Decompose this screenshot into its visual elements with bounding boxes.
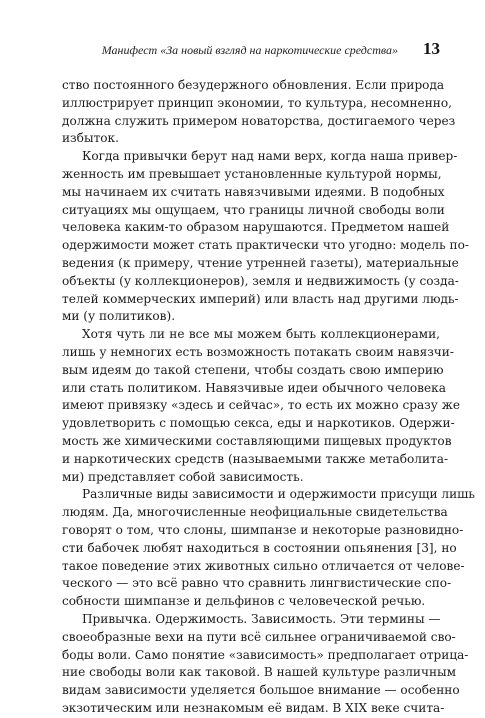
text-line: боды воли. Само понятие «зависимость» предполагает отрица- bbox=[62, 647, 469, 662]
paragraph-4 bbox=[62, 486, 475, 611]
running-title: Манифест «За новый взгляд на наркотические средства» bbox=[101, 43, 398, 57]
text-line: своеобразные вехи на пути всё сильнее ограничиваемой сво- bbox=[62, 629, 456, 644]
text-line: имеют привязку «здесь и сейчас», то есть их можно сразу же bbox=[62, 398, 461, 413]
text-line: экзотическим или незнакомым её видам. В XIX веке счита- bbox=[62, 700, 445, 715]
text-line: удовлетворить с помощью секса, еды и наркотиков. Одержи- bbox=[62, 416, 455, 431]
text-line: ческого — это всё равно что сравнить лингвистические спо- bbox=[62, 576, 452, 591]
text-line: ведения (к примеру, чтение утренней газеты), материальные bbox=[62, 255, 459, 270]
text-line: Различные виды зависимости и одержимости присущи лишь bbox=[82, 487, 475, 502]
text-line: лишь у немногих есть возможность потакать своим навязчи- bbox=[62, 344, 454, 359]
text-line: мы начинаем их считать навязчивыми идеями. В подобных bbox=[62, 184, 445, 199]
text-line: вым идеям до такой степени, чтобы создать свою империю bbox=[62, 362, 444, 377]
text-line: Привычка. Одержимость. Зависимость. Эти термины — bbox=[82, 611, 441, 626]
paragraph-5 bbox=[62, 611, 469, 718]
text-line: видам зависимости уделяется большое внимание — особенно bbox=[62, 683, 460, 698]
text-line: Когда привычки берут над нами верх, когда наша привер- bbox=[82, 149, 458, 164]
text-line: ство постоянного безудержного обновления. Если природа bbox=[62, 78, 445, 92]
text-line: иллюстрирует принцип экономии, то культура, несомненно, bbox=[62, 95, 452, 110]
text-line: ние свободы воли как таковой. В нашей культуре различным bbox=[62, 665, 457, 680]
paragraph-3 bbox=[62, 326, 461, 486]
text-line: сти бабочек любят находиться в состоянии опьянения [3], но bbox=[62, 540, 457, 555]
text-line: мость же химическими составляющими пищевых продуктов bbox=[62, 433, 452, 448]
body-text bbox=[62, 77, 475, 718]
text-line: женность им превышает установленные культурой нормы, bbox=[62, 166, 442, 181]
text-line: избыток. bbox=[62, 131, 119, 146]
text-line: собности шимпанзе и дельфинов с человеческой речью. bbox=[62, 594, 426, 609]
page-number: 13 bbox=[423, 39, 440, 58]
text-line: Хотя чуть ли не все мы можем быть коллекционерами, bbox=[82, 327, 440, 342]
text-line: такое поведение этих животных сильно отличается от челове- bbox=[62, 558, 465, 573]
page-header bbox=[62, 40, 440, 62]
paragraph-2 bbox=[62, 148, 469, 326]
text-line: ми (у политиков). bbox=[62, 309, 176, 324]
text-line: объекты (у коллекционеров), земля и недвижимость (у созда- bbox=[62, 273, 459, 288]
text-line: людям. Да, многочисленные неофициальные свидетельства bbox=[62, 505, 448, 520]
text-line: одержимости может стать практически что угодно: модель по- bbox=[62, 238, 469, 253]
text-line: говорят о том, что слоны, шимпанзе и некоторые разновидно- bbox=[62, 522, 464, 537]
text-line: ми) представляет собой зависимость. bbox=[62, 469, 304, 484]
text-line: или стать политиком. Навязчивые идеи обычного человека bbox=[62, 380, 446, 395]
text-line: должна служить примером новаторства, достигаемого через bbox=[62, 113, 456, 128]
text-line: и наркотических средств (называемыми также метаболита- bbox=[62, 451, 449, 466]
paragraph-1 bbox=[62, 77, 456, 148]
text-line: телей коммерческих империй) или власть над другими людь- bbox=[62, 291, 459, 306]
text-line: ситуациях мы ощущаем, что границы личной свободы воли bbox=[62, 202, 445, 217]
text-line: человека каким-то образом нарушаются. Предметом нашей bbox=[62, 220, 450, 235]
